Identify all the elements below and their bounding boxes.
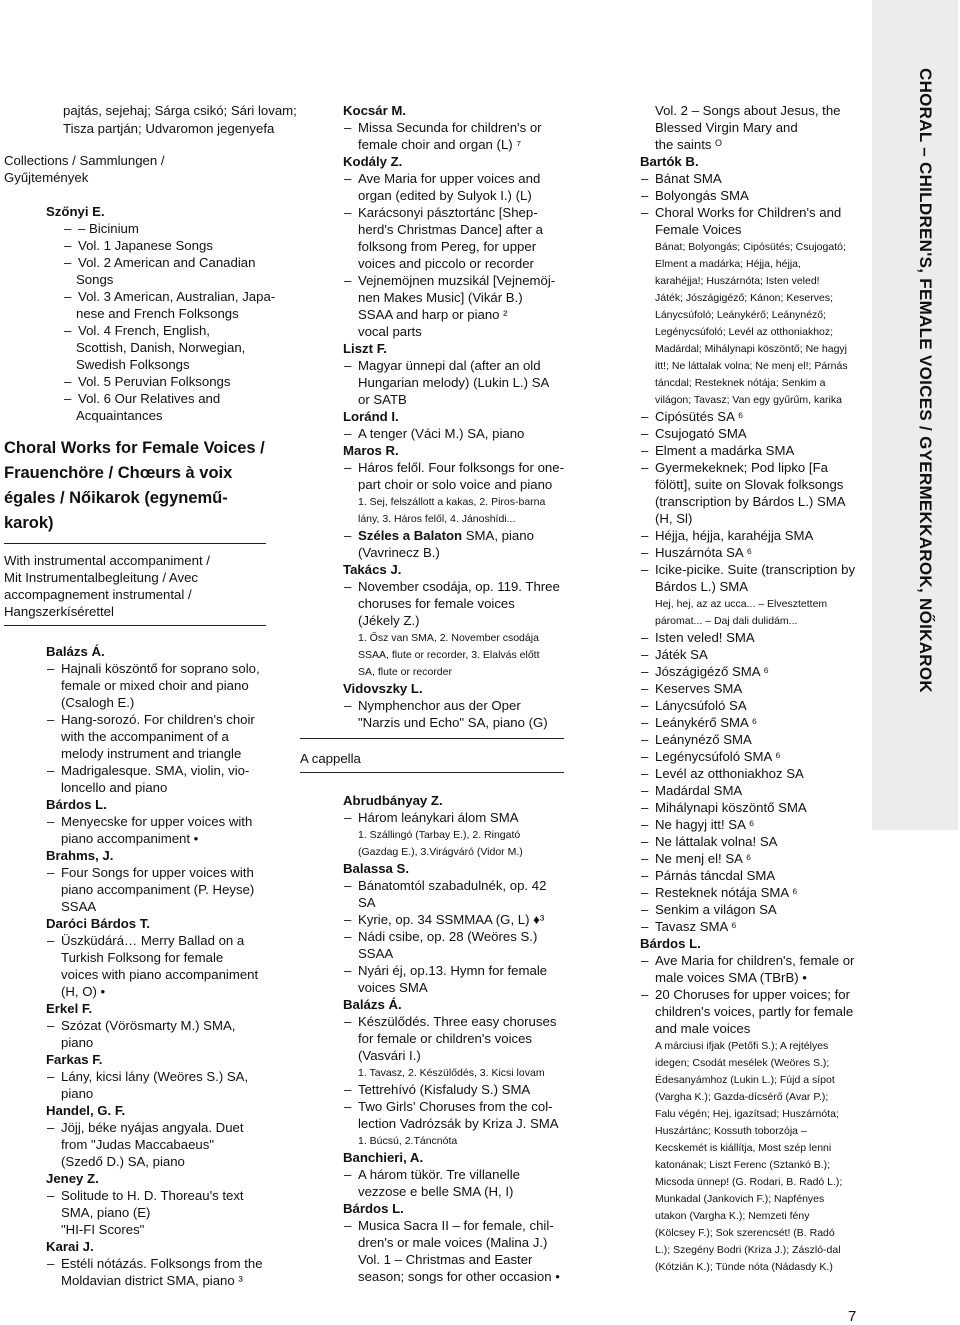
entry-dash: –	[47, 1188, 55, 1203]
text-line: piano	[61, 1086, 94, 1101]
entry-title: Nyári éj, op.13. Hymn for female	[358, 963, 548, 978]
section-heading: karok)	[4, 514, 54, 532]
contents-note: Édesanyámhoz (Lukin L.); Fújd a sípot	[655, 1074, 835, 1086]
text-line: or SATB	[358, 392, 407, 407]
entry-dash: –	[641, 528, 649, 543]
entry-dash: –	[641, 630, 649, 645]
entry-dash: –	[344, 878, 352, 893]
entry-title: Missa Secunda for children's or	[358, 120, 542, 135]
entry-title: Bolyongás SMA	[655, 188, 749, 203]
text-line: Bárdos L.) SMA	[655, 579, 749, 594]
divider	[4, 625, 266, 626]
contents-note: (Kölcsey F.); Sok szerencsét! (B. Radó	[655, 1227, 835, 1239]
entry-dash: –	[47, 865, 55, 880]
entry-title: Isten veled! SMA	[655, 630, 755, 645]
entry-dash: –	[641, 409, 649, 424]
entry-dash: –	[344, 205, 352, 220]
text-line: SMA, piano (E)	[61, 1205, 151, 1220]
entry-dash: –	[344, 1099, 352, 1114]
text-line: children's voices, partly for female	[655, 1004, 854, 1019]
contents-note: idegen; Csodát mesélek (Weöres S.);	[655, 1057, 830, 1069]
entry-title: Estéli nótázás. Folksongs from the	[61, 1256, 263, 1271]
entry-title: Vol. 1 – Christmas and Easter	[358, 1252, 533, 1267]
text-line: With instrumental accompaniment /	[4, 553, 210, 568]
entry-dash: –	[641, 749, 649, 764]
text-line: with the accompaniment of a	[61, 729, 229, 744]
entry-dash: –	[641, 545, 649, 560]
composer-name: Erkel F.	[46, 1001, 93, 1016]
text-line: Hangszerkísérettel	[4, 604, 114, 619]
text-line: accompagnement instrumental /	[4, 587, 192, 602]
text-line: (Csalogh E.)	[61, 695, 135, 710]
entry-title: Tavasz SMA ⁶	[655, 919, 737, 934]
entry-title: Vol. 1 Japanese Songs	[78, 238, 213, 253]
text-line: Female Voices	[655, 222, 742, 237]
entry-title: Levél az otthoniakhoz SA	[655, 766, 804, 781]
entry-title: Musica Sacra II – for female, chil-	[358, 1218, 554, 1233]
entry-title: Huszárnóta SA ⁶	[655, 545, 753, 560]
entry-dash: –	[344, 120, 352, 135]
contents-note: Legénycsúfoló; Levél az otthoniakhoz;	[655, 326, 834, 338]
text-line: SSAA and harp or piano ²	[358, 307, 508, 322]
divider	[4, 543, 266, 544]
entry-dash: –	[641, 800, 649, 815]
text-line: herd's Christmas Dance] after a	[358, 222, 544, 237]
composer-name: Bartók B.	[640, 154, 699, 169]
contents-note: táncdal; Resteknek nótája; Senkim a	[655, 377, 826, 389]
entry-title: – Bicinium	[78, 221, 139, 236]
entry-title: Vejnemöjnen muzsikál [Vejnemöj-	[358, 273, 556, 288]
contents-note: (Vargha K.); Gazda-dícsérő (Avar P.);	[655, 1091, 829, 1103]
text-line: part choir or solo voice and piano	[358, 477, 553, 492]
composer-name: Daróci Bárdos T.	[46, 916, 151, 931]
entry-title: Solitude to H. D. Thoreau's text	[61, 1188, 244, 1203]
contents-note: itt!; Ne láttalak volna; Ne menj el!; Párnás	[655, 360, 848, 372]
entry-title: Ave Maria for upper voices and	[358, 171, 541, 186]
entry-dash: –	[344, 426, 352, 441]
entry-title: Lánycsúfoló SA	[655, 698, 747, 713]
entry-dash: –	[641, 715, 649, 730]
entry-dash: –	[47, 814, 55, 829]
entry-dash: –	[641, 732, 649, 747]
contents-note: utakon (Vargha K.); Nemzeti fény	[655, 1210, 810, 1222]
contents-note: L.); Szegény Bodri (Kriza J.); Zászló-dal	[655, 1244, 841, 1256]
entry-dash: –	[344, 929, 352, 944]
entry-dash: –	[47, 712, 55, 727]
text-line: from "Judas Maccabaeus"	[61, 1137, 215, 1152]
entry-title: Nymphenchor aus der Oper	[358, 698, 521, 713]
entry-dash: –	[344, 1014, 352, 1029]
entry-title: Madárdal SMA	[655, 783, 743, 798]
text-line: season; songs for other occasion •	[358, 1269, 560, 1284]
entry-title: Üszküdárá… Merry Ballad on a	[61, 933, 245, 948]
entry-title: Szózat (Vörösmarty M.) SMA,	[61, 1018, 236, 1033]
entry-dash: –	[64, 323, 72, 338]
composer-name: Bárdos L.	[343, 1201, 404, 1216]
entry-dash: –	[64, 289, 72, 304]
sidebar-title: CHORAL – CHILDREN'S, FEMALE VOICES / GYERMEKKAROK, NŐIKAROK	[916, 68, 935, 693]
text-line: melody instrument and triangle	[61, 746, 242, 761]
entry-title: Vol. 3 American, Australian, Japa-	[78, 289, 276, 304]
composer-name: Banchieri, A.	[343, 1150, 424, 1165]
text-line: loncello and piano	[61, 780, 168, 795]
entry-title: Choral Works for Children's and	[655, 205, 842, 220]
entry-title: Menyecske for upper voices with	[61, 814, 253, 829]
text-line: A cappella	[300, 751, 361, 766]
entry-title: vocal parts	[358, 324, 422, 339]
entry-dash: –	[641, 205, 649, 220]
entry-dash: –	[641, 766, 649, 781]
entry-title: Vol. 5 Peruvian Folksongs	[78, 374, 231, 389]
text-line: organ (edited by Sulyok I.) (L)	[358, 188, 532, 203]
entry-dash: –	[641, 851, 649, 866]
contents-note: páromat... – Daj dali dulidám...	[655, 615, 798, 627]
entry-dash: –	[47, 1018, 55, 1033]
section-heading: égales / Nőikarok (egynemű-	[4, 489, 228, 507]
text-line: choruses for female voices	[358, 596, 515, 611]
entry-title-bold: Széles a Balaton	[358, 528, 463, 543]
entry-dash: –	[641, 647, 649, 662]
entry-dash: –	[47, 1120, 55, 1135]
text-line: nese and French Folksongs	[76, 306, 239, 321]
entry-dash: –	[641, 171, 649, 186]
composer-name: Liszt F.	[343, 341, 387, 356]
entry-dash: –	[47, 661, 55, 676]
text-line: for female or children's voices	[358, 1031, 533, 1046]
text-line: Scottish, Danish, Norwegian,	[76, 340, 246, 355]
composer-name: Takács J.	[343, 562, 402, 577]
entry-dash: –	[641, 834, 649, 849]
contents-note: 1. Búcsú, 2.Táncnóta	[358, 1135, 458, 1147]
entry-title: Tettrehívó (Kisfaludy S.) SMA	[358, 1082, 531, 1097]
entry-title: Készülődés. Three easy choruses	[358, 1014, 557, 1029]
entry-title: Háros felől. Four folksongs for one-	[358, 460, 564, 475]
composer-name: Maros R.	[343, 443, 399, 458]
entry-title: Madrigalesque. SMA, violin, vio-	[61, 763, 250, 778]
text-line: Moldavian district SMA, piano ³	[61, 1273, 243, 1288]
entry-title: Nádi csibe, op. 28 (Weöres S.)	[358, 929, 538, 944]
entry-dash: –	[344, 698, 352, 713]
entry-title	[358, 528, 534, 544]
divider	[300, 738, 564, 739]
text-line: voices with piano accompaniment	[61, 967, 259, 982]
composer-name: Balázs Á.	[46, 644, 105, 659]
entry-dash: –	[344, 171, 352, 186]
text-line: Swedish Folksongs	[76, 357, 190, 372]
entry-dash: –	[641, 817, 649, 832]
text-line: piano accompaniment (P. Heyse)	[61, 882, 255, 897]
text-line: female choir and organ (L) ⁷	[358, 137, 522, 152]
text-line: nen Makes Music] (Vikár B.)	[358, 290, 523, 305]
composer-name: Handel, G. F.	[46, 1103, 126, 1118]
entry-title: Elment a madárka SMA	[655, 443, 795, 458]
contents-note: világon; Tavasz; Van egy gyűrűm, karika	[655, 394, 842, 406]
entry-dash: –	[64, 391, 72, 406]
entry-dash: –	[344, 963, 352, 978]
entry-dash: –	[47, 1256, 55, 1271]
entry-title: Four Songs for upper voices with	[61, 865, 254, 880]
entry-title: Párnás táncdal SMA	[655, 868, 776, 883]
contents-note: lány, 3. Háros felől, 4. Jánoshídi...	[358, 513, 516, 525]
entry-dash: –	[344, 1082, 352, 1097]
entry-title: Hajnali köszöntő for soprano solo,	[61, 661, 260, 676]
composer-name: Bárdos L.	[46, 797, 107, 812]
section-heading: Frauenchöre / Chœurs à voix	[4, 464, 233, 482]
entry-dash: –	[641, 426, 649, 441]
composer-name: Kodály Z.	[343, 154, 403, 169]
contents-note: Játék; Jószágigéző; Kánon; Keserves;	[655, 292, 834, 304]
entry-title: Karácsonyi pásztortánc [Shep-	[358, 205, 538, 220]
entry-dash: –	[64, 238, 72, 253]
contents-note: Madárdal; Mihálynapi köszöntő; Ne hagyj	[655, 343, 848, 355]
entry-title: Bánatomtól szabadulnék, op. 42	[358, 878, 547, 893]
composer-name: Kocsár M.	[343, 103, 407, 118]
entry-dash: –	[641, 460, 649, 475]
entry-dash: –	[344, 810, 352, 825]
entry-dash: –	[641, 664, 649, 679]
contents-note: katonának; Liszt Ferenc (Sztankó B.);	[655, 1159, 831, 1171]
text-line: (Vavrinecz B.)	[358, 545, 440, 560]
text-line: lection Vadrózsák by Kriza J. SMA	[358, 1116, 559, 1131]
text-line: Blessed Virgin Mary and	[655, 120, 798, 135]
composer-name: Abrudbányay Z.	[343, 793, 443, 808]
entry-title: Csujogató SMA	[655, 426, 747, 441]
entry-dash: –	[641, 698, 649, 713]
contents-note: Lánycsúfoló; Leánykérő; Leánynéző;	[655, 309, 827, 321]
text-line: Gyűjtemények	[4, 170, 89, 185]
entry-dash: –	[344, 579, 352, 594]
entry-title: Ne láttalak volna! SA	[655, 834, 778, 849]
text-line: "HI-FI Scores"	[61, 1222, 145, 1237]
composer-name: Balázs Á.	[343, 997, 402, 1012]
entry-title: 20 Choruses for upper voices; for	[655, 987, 850, 1002]
entry-dash: –	[344, 1167, 352, 1182]
text-line: (Szedő D.) SA, piano	[61, 1154, 185, 1169]
contents-note: (Gazdag E.), 3.Virágváró (Vidor M.)	[358, 846, 523, 858]
text-line: voices SMA	[358, 980, 428, 995]
entry-title: Senkim a világon SA	[655, 902, 777, 917]
entry-title: Jószágigéző SMA ⁶	[655, 664, 769, 679]
text-line: folksong from Pereg, for upper	[358, 239, 537, 254]
entry-dash: –	[64, 255, 72, 270]
contents-note: Falu végén; Hej, igazítsad; Huszárnóta;	[655, 1108, 839, 1120]
text-line: "Narzis und Echo" SA, piano (G)	[358, 715, 548, 730]
text-line: Songs	[76, 272, 114, 287]
contents-note: (Kótzián K.); Tünde nóta (Nádasdy K.)	[655, 1261, 833, 1273]
entry-dash: –	[641, 902, 649, 917]
text-line: SA	[358, 895, 376, 910]
entry-title: Keserves SMA	[655, 681, 743, 696]
page-number: 7	[848, 1308, 857, 1325]
entry-title: Hang-sorozó. For children's choir	[61, 712, 255, 727]
text-line: voices and piccolo or recorder	[358, 256, 534, 271]
contents-note: karahéjja!; Huszárnóta; Isten veled!	[655, 275, 820, 287]
entry-title: Resteknek nótája SMA ⁶	[655, 885, 798, 900]
entry-title: Vol. 2 American and Canadian	[78, 255, 256, 270]
entry-dash: –	[641, 868, 649, 883]
contents-note: Bánat; Bolyongás; Cipósütés; Csujogató;	[655, 241, 846, 253]
entry-title: Vol. 6 Our Relatives and	[78, 391, 221, 406]
entry-dash: –	[344, 528, 352, 543]
composer-name: Karai J.	[46, 1239, 94, 1254]
text-line: Turkish Folksong for female	[61, 950, 224, 965]
entry-title: Magyar ünnepi dal (after an old	[358, 358, 541, 373]
entry-dash: –	[344, 273, 352, 288]
text-line: pajtás, sejehaj; Sárga csikó; Sári lovam;	[63, 103, 297, 118]
contents-note: 1. Sej, felszállott a kakas, 2. Piros-barna	[358, 496, 546, 508]
contents-note: A márciusi ifjak (Petőfi S.); A rejtélyes	[655, 1040, 829, 1052]
text-line: female or mixed choir and piano	[61, 678, 249, 693]
text-line: Hungarian melody) (Lukin L.) SA	[358, 375, 550, 390]
entry-title: A tenger (Váci M.) SA, piano	[358, 426, 525, 441]
entry-dash: –	[641, 188, 649, 203]
entry-title: Kyrie, op. 34 SSMMAA (G, L) ♦³	[358, 912, 545, 927]
entry-dash: –	[47, 933, 55, 948]
text-line: dren's or male voices (Malina J.)	[358, 1235, 548, 1250]
text-line: Acquaintances	[76, 408, 163, 423]
entry-dash: –	[641, 987, 649, 1002]
entry-dash: –	[641, 681, 649, 696]
entry-title-rest: SMA, piano	[462, 528, 534, 543]
entry-title: Lány, kicsi lány (Weöres S.) SA,	[61, 1069, 249, 1084]
text-line: fölött], suite on Slovak folksongs	[655, 477, 844, 492]
entry-title: Gyermekeknek; Pod lipko [Fa	[655, 460, 828, 475]
contents-note: 1. Szállingó (Tarbay E.), 2. Ringató	[358, 829, 521, 841]
entry-dash: –	[344, 1218, 352, 1233]
text-line: and male voices	[655, 1021, 751, 1036]
entry-dash: –	[64, 221, 72, 236]
text-line: Mit Instrumentalbegleitung / Avec	[4, 570, 199, 585]
text-line: piano	[61, 1035, 94, 1050]
entry-dash: –	[344, 460, 352, 475]
contents-note: Kecskemét is kiállítja, Most szép lenni	[655, 1142, 832, 1154]
entry-dash: –	[47, 763, 55, 778]
entry-dash: –	[344, 912, 352, 927]
entry-dash: –	[641, 443, 649, 458]
entry-title: Ne hagyj itt! SA ⁶	[655, 817, 755, 832]
entry-dash: –	[641, 783, 649, 798]
contents-note: 1. Ősz van SMA, 2. November csodája	[358, 632, 539, 644]
entry-title: Héjja, héjja, karahéjja SMA	[655, 528, 814, 543]
text-line: vezzose e belle SMA (H, I)	[358, 1184, 514, 1199]
entry-title: Vol. 4 French, English,	[78, 323, 210, 338]
entry-dash: –	[641, 953, 649, 968]
text-line: SSAA	[358, 946, 394, 961]
divider	[300, 772, 564, 773]
entry-dash: –	[344, 358, 352, 373]
text-line: piano accompaniment •	[61, 831, 199, 846]
entry-title: Bánat SMA	[655, 171, 722, 186]
entry-title: November csodája, op. 119. Three	[358, 579, 560, 594]
entry-title: Mihálynapi köszöntő SMA	[655, 800, 807, 815]
text-line: the saints ᴼ	[655, 137, 722, 152]
composer-name: Brahms, J.	[46, 848, 114, 863]
entry-dash: –	[641, 562, 649, 577]
contents-note: Hej, hej, az az ucca... – Elvesztettem	[655, 598, 828, 610]
text-line: SSAA	[61, 899, 97, 914]
text-line: (H, Sl)	[655, 511, 693, 526]
text-line: Tisza partján; Udvaromon jegenyefa	[63, 121, 275, 136]
contents-note: SSAA, flute or recorder, 3. Elalvás előtt	[358, 649, 540, 661]
composer-name: Balassa S.	[343, 861, 409, 876]
contents-note: Munkadal (Jankovich F.); Napfényes	[655, 1193, 825, 1205]
entry-title: Cipósütés SA ⁶	[655, 409, 744, 424]
composer-name: Loránd I.	[343, 409, 399, 424]
composer-name: Vidovszky L.	[343, 681, 423, 696]
entry-title: A három tükör. Tre villanelle	[358, 1167, 520, 1182]
entry-title: Legénycsúfoló SMA ⁶	[655, 749, 781, 764]
entry-title: Vol. 2 – Songs about Jesus, the	[655, 103, 841, 118]
contents-note: Micsoda ünnep! (G. Rodari, B. Radó L.);	[655, 1176, 843, 1188]
entry-title: Ave Maria for children's, female or	[655, 953, 855, 968]
entry-dash: –	[641, 919, 649, 934]
composer-name: Bárdos L.	[640, 936, 701, 951]
contents-note: 1. Tavasz, 2. Készülődés, 3. Kicsi lovam	[358, 1067, 545, 1079]
contents-note: SA, flute or recorder	[358, 666, 452, 678]
text-line: (Jékely Z.)	[358, 613, 420, 628]
entry-dash: –	[47, 1069, 55, 1084]
entry-title: Leánykérő SMA ⁶	[655, 715, 758, 730]
text-line: (H, O) •	[61, 984, 106, 999]
text-line: (transcription by Bárdos L.) SMA	[655, 494, 846, 509]
entry-title: Játék SA	[655, 647, 708, 662]
entry-title: Három leánykari álom SMA	[358, 810, 519, 825]
contents-note: Elment a madárka; Héjja, héjja,	[655, 258, 801, 270]
text-line: Collections / Sammlungen /	[4, 153, 165, 168]
entry-dash: –	[64, 374, 72, 389]
contents-note: Huszártánc; Kossuth toborzója –	[655, 1125, 807, 1137]
composer-name: Farkas F.	[46, 1052, 103, 1067]
entry-title: Jöjj, béke nyájas angyala. Duet	[61, 1120, 244, 1135]
entry-title: Leánynéző SMA	[655, 732, 752, 747]
entry-title: Icike-picike. Suite (transcription by	[655, 562, 856, 577]
entry-title: Two Girls' Choruses from the col-	[358, 1099, 553, 1114]
entry-dash: –	[641, 885, 649, 900]
text-line: (Vasvári I.)	[358, 1048, 421, 1063]
composer-name: Szőnyi E.	[46, 204, 105, 219]
composer-name: Jeney Z.	[46, 1171, 99, 1186]
entry-title: Ne menj el! SA ⁶	[655, 851, 752, 866]
section-heading: Choral Works for Female Voices /	[4, 439, 265, 457]
text-line: male voices SMA (TBrB) •	[655, 970, 807, 985]
